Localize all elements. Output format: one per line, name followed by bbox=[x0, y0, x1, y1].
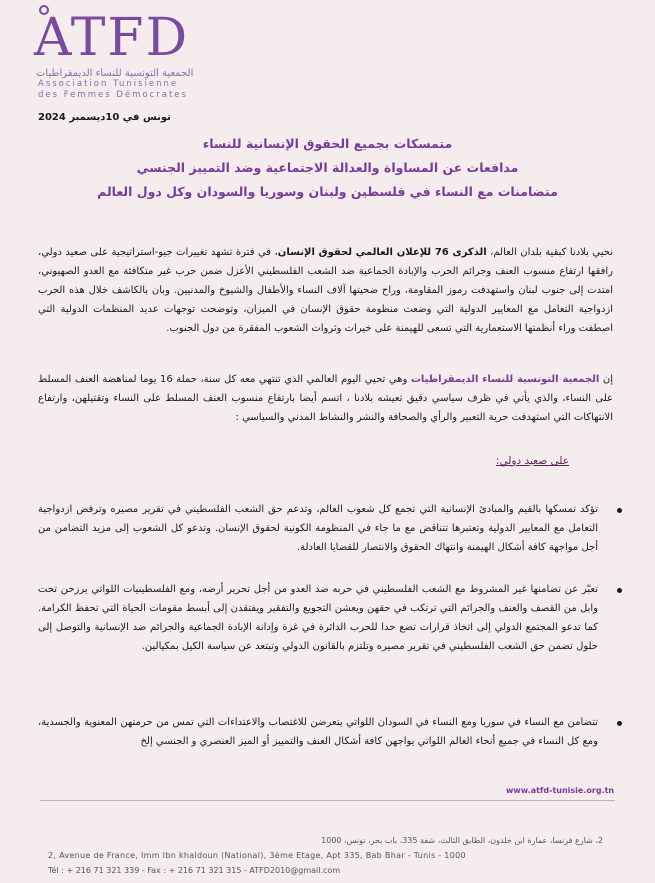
logo-figure-icon bbox=[36, 4, 58, 26]
paragraph-2-org-name: الجمعية التونسية للنساء الديمقراطيات bbox=[410, 374, 600, 385]
paragraph-2-intro: إن bbox=[599, 374, 613, 385]
title-line-2: مدافعات عن المساواة والعدالة الاجتماعية وضد التمييز الجنسي bbox=[136, 160, 519, 175]
logo-french-line1: Association Tunisienne bbox=[38, 79, 179, 89]
footer-website-link[interactable]: www.atfd-tunisie.org.tn bbox=[506, 786, 615, 795]
bullet-item: تؤكد تمسكها بالقيم والمبادئ الإنسانية التي تجمع كل شعوب العالم، وتدعم حق الشعب الفلسطيني في تقرير مصيره وترفض ازدواجية التعامل مع المعايير الدولية وتعتبرها تتناقض مع ما جاء في المنظومة الكونية لحقوق الإنسان. وتدعو كل الشعوب إلى مزيد التضامن من أجل مواجهة كافة أشكال الهيمنة وانتهاك الحقوق والانتصار للقضايا العادلة. bbox=[38, 500, 598, 557]
paragraph-1-body: ، في فترة تشهد تغييرات جيو-استراتيجية على صعيد دولي، رافقها ارتفاع منسوب العنف وجرائم الحرب والإبادة الجماعية ضد الشعب الفلسطيني الأعزل ضمن حرب غير متكافئة مع العدو الصهيوني، امتدت إلى جنوب لبنان واستهدفت رموز المقاومة، وراح ضحيتها آلاف النساء والأطفال والشيوخ والمدنيين. وبان بالكاشف خلال هذه الحرب ازدواجية التعامل مع المعايير الدولية التي وضعت منظومة حقوق الإنسان في الميزان، وتوضحت توجهات عديد المنظمات الدولية التي اصطفت وراء أنظمتها الاستعمارية التي تسعى للهيمنة على خيرات وثروات الشعوب المفقرة من دول الجنوب. bbox=[38, 247, 613, 334]
paragraph-1-intro: نحيي بلادنا كبقية بلدان العالم، bbox=[486, 247, 613, 258]
logo-arabic-name: الجمعية التونسية للنساء الديمقراطيات bbox=[36, 68, 194, 79]
paragraph-1-bold: الذكرى 76 للإعلان العالمي لحقوق الإنسان bbox=[277, 247, 487, 258]
title-line-1: متمسكات بجميع الحقوق الإنسانية للنساء bbox=[202, 136, 453, 151]
paragraph-2 bbox=[38, 370, 613, 427]
footer-divider bbox=[40, 800, 615, 801]
subheading-international: على صعيد دولي: bbox=[495, 455, 569, 467]
bullet-item: تتضامن مع النساء في سوريا ومع النساء في السودان اللواتي يتعرضن للاغتصاب والاعتداءات التي تمس من حرمتهن المعنوية والجسدية، ومع كل النساء في جميع أنحاء العالم اللواتي يواجهن كافة أشكال العنف والتمييز أو الميز العنصري و الجنسي إلخ bbox=[38, 713, 598, 751]
title-block bbox=[0, 132, 655, 204]
logo-mark: ATFD bbox=[34, 10, 234, 66]
footer-french-address: 2, Avenue de France, Imm Ibn khaldoun (National), 3ème Etage, Apt 335, Bab Bhar - Tunis - 1000 bbox=[48, 851, 466, 860]
paragraph-2-body: وهي تحيي اليوم العالمي الذي تنتهي معه كل سنة، حملة 16 يوما لمناهضة العنف المسلط على النساء، والذي يأتي في ظرف سياسي دقيق تعيشه بلادنا ، اتسم أيضا بارتفاع منسوب العنف المسلط على النساء وتقتيلهن، وارتفاع الانتهاكات التي استهدفت حرية التعبير والرأي والصحافة والنشر والنشاط المدني والسياسي : bbox=[38, 374, 613, 423]
paragraph-1 bbox=[38, 243, 613, 338]
title-line-3: متضامنات مع النساء في فلسطين ولبنان وسوريا والسودان وكل دول العالم bbox=[97, 184, 558, 199]
atfd-logo bbox=[30, 6, 230, 101]
logo-french-line2: des Femmes Démocrates bbox=[38, 90, 188, 100]
bullet-item: تعبّر عن تضامنها غير المشروط مع الشعب الفلسطيني في حربه ضد العدو من أجل تحرير أرضه، ومع الفلسطينيات اللواتي يرزحن تحت وابل من القصف والعنف والجرائم التي ترتكب في حقهن ويعشن التجويع والتفقير ويفتقدن إلى أبسط مقومات الحياة التي تحفظ الكرامة. كما تدعو المجتمع الدولي إلى اتخاذ قرارات تضع حدا للحرب الدائرة في غزة وإدانة الإبادة الجماعية والجرائم ضد الإنسانية والتوصل إلى حلول تضمن حق الشعب الفلسطيني في تقرير مصيره وتلتزم بالقانون الدولي وتبتعد عن سياسة الكيل بمكيالين. bbox=[38, 580, 598, 656]
footer-arabic-address: 2، شارع فرنسا، عمارة ابن خلدون، الطابق الثالث، شقة 335، باب بحر، تونس، 1000 bbox=[321, 836, 603, 845]
date-line: تونس في 10ديسمبر 2024 bbox=[38, 112, 171, 123]
footer-contact: Tél : + 216 71 321 339 - Fax : + 216 71 321 315 - ATFD2010@gmail.com bbox=[48, 866, 341, 875]
